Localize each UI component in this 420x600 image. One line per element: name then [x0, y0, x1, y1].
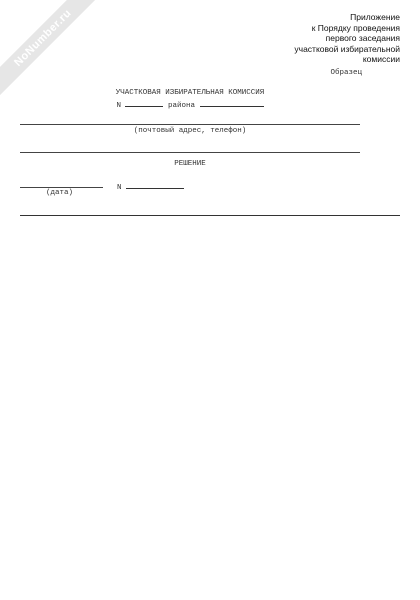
appendix-line: участковой избирательной: [294, 43, 400, 54]
appendix-line: Приложение: [350, 12, 400, 22]
decision-number-label: N: [117, 184, 122, 192]
appendix-line: к Порядку проведения: [311, 22, 400, 33]
date-line: [20, 187, 103, 188]
decision-title: РЕШЕНИЕ: [174, 160, 206, 168]
decision-number-row: [117, 180, 184, 192]
commission-number-row: [20, 98, 360, 110]
date-caption: (дата): [46, 189, 74, 197]
number-blank: [125, 98, 163, 107]
appendix-line: комиссии: [362, 54, 400, 64]
section-divider: [20, 215, 400, 216]
appendix-note: [250, 12, 400, 65]
appendix-line: первого заседания: [325, 33, 400, 43]
watermark-text: NoNumber.ru: [12, 7, 74, 69]
address-caption: (почтовый адрес, телефон): [133, 127, 247, 135]
number-prefix: N: [116, 102, 121, 110]
sample-label: Образец: [330, 69, 362, 77]
address-line: [20, 124, 360, 125]
decision-number-blank: [126, 180, 184, 189]
commission-title: УЧАСТКОВАЯ ИЗБИРАТЕЛЬНАЯ КОМИССИЯ: [115, 89, 265, 97]
district-blank: [200, 98, 264, 107]
district-word: района: [168, 102, 196, 110]
address-line-2: [20, 152, 360, 153]
